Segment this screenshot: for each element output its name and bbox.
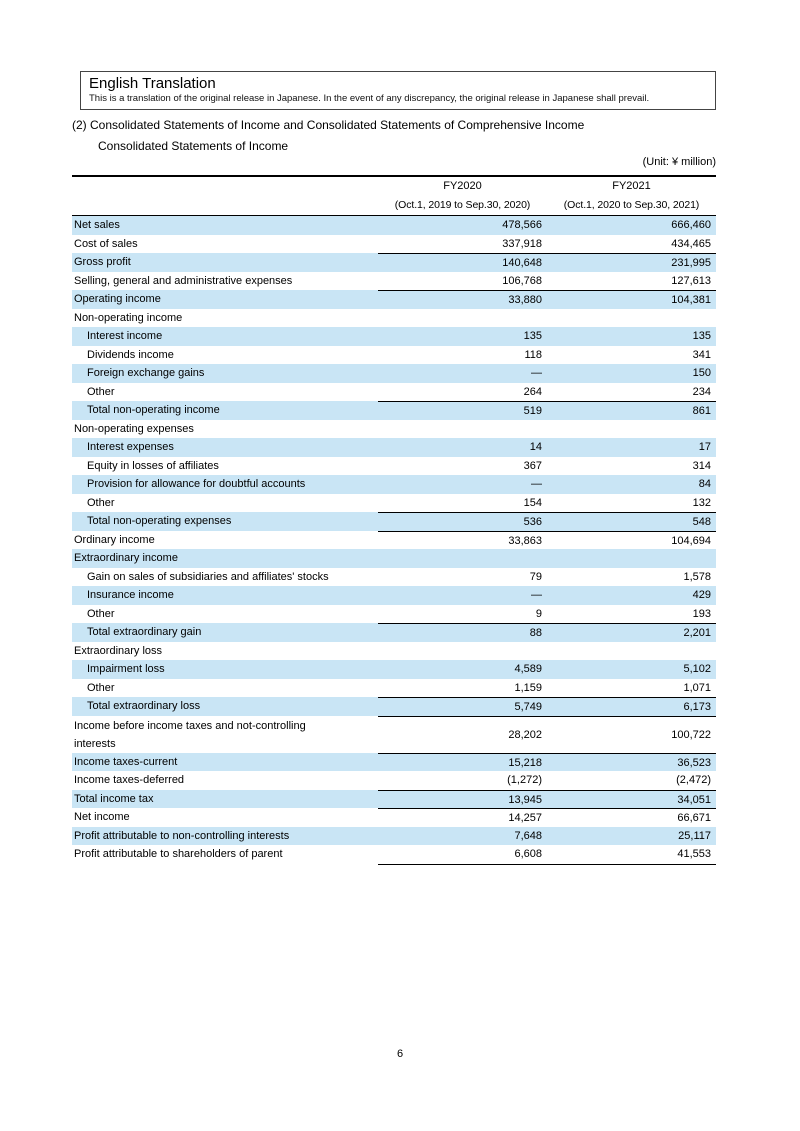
row-values — [378, 679, 716, 698]
fy2020-value: 478,566 — [502, 219, 542, 231]
fy2021-value — [547, 549, 716, 568]
row-label: Impairment loss — [87, 663, 165, 675]
income-statement-table — [72, 175, 716, 865]
row-label: Total non-operating income — [87, 404, 220, 416]
fy2020-value: — — [531, 367, 542, 379]
table-row — [72, 272, 716, 291]
fy2020-value: 367 — [523, 459, 542, 472]
translation-box-title: English Translation — [89, 75, 216, 92]
row-label: Other — [87, 385, 115, 398]
table-row — [72, 716, 716, 753]
fy2021-value: 34,051 — [677, 793, 711, 806]
row-values — [378, 401, 716, 420]
row-values — [378, 697, 716, 716]
fy2021-value: 548 — [692, 516, 711, 528]
statement-subheading: Consolidated Statements of Income — [98, 139, 289, 153]
table-bottom-rule — [378, 864, 716, 865]
row-label: Equity in losses of affiliates — [87, 459, 219, 472]
row-label: Insurance income — [87, 589, 174, 601]
fy2021-value: 314 — [692, 459, 711, 472]
row-label: Gross profit — [74, 256, 131, 268]
table-row — [72, 623, 716, 642]
fy2021-value: 2,201 — [683, 627, 711, 639]
fy2020-value — [378, 642, 547, 661]
header-label-spacer — [72, 177, 378, 196]
row-label: Total income tax — [74, 792, 154, 805]
fy2021-value: 104,381 — [671, 294, 711, 306]
row-label: Other — [87, 607, 115, 620]
column-header-fy2021: FY2021 — [612, 180, 651, 192]
row-values — [378, 623, 716, 642]
row-label: Income taxes-deferred — [74, 774, 185, 786]
row-values — [378, 845, 716, 864]
row-label: Cost of sales — [74, 237, 138, 250]
fy2020-value — [378, 549, 547, 568]
table-row — [72, 753, 716, 772]
table-row — [72, 216, 716, 235]
fy2021-value: 5,102 — [683, 663, 711, 675]
row-label: Interest expenses — [87, 441, 174, 453]
fy2020-value: 28,202 — [508, 728, 542, 741]
fy2020-value: 135 — [523, 330, 542, 342]
row-values — [378, 346, 716, 365]
fy2021-value: 104,694 — [671, 534, 711, 547]
fy2021-value: 1,071 — [683, 681, 711, 694]
fy2021-value: 100,722 — [671, 728, 711, 741]
table-row — [72, 512, 716, 531]
row-values — [378, 475, 716, 494]
row-label: Non-operating income — [74, 311, 183, 324]
row-label: Other — [87, 496, 115, 509]
table-row — [72, 660, 716, 679]
fy2021-value: 861 — [692, 405, 711, 417]
table-row — [72, 346, 716, 365]
fy2021-value: 66,671 — [677, 812, 711, 824]
row-values — [378, 364, 716, 383]
row-values — [378, 586, 716, 605]
fy2020-value: 519 — [523, 405, 542, 417]
fy2020-value: 536 — [523, 516, 542, 528]
fy2021-value: 127,613 — [671, 274, 711, 287]
fy2020-value: 1,159 — [514, 681, 542, 694]
row-values — [378, 327, 716, 346]
fy2020-value: 88 — [529, 627, 542, 639]
fy2021-value: 231,995 — [671, 257, 711, 269]
fy2021-value: 150 — [692, 367, 711, 379]
row-values — [378, 272, 716, 291]
table-row — [72, 401, 716, 420]
page-number: 6 — [396, 1048, 404, 1060]
fy2021-value: 25,117 — [678, 829, 711, 842]
table-row — [72, 605, 716, 624]
row-label: Extraordinary loss — [74, 644, 163, 657]
row-values — [378, 457, 716, 476]
row-values — [378, 420, 716, 439]
fy2020-value: 14,257 — [508, 812, 542, 824]
fy2021-value — [547, 309, 716, 328]
unit-note: (Unit: ¥ million) — [642, 156, 716, 168]
table-row — [72, 457, 716, 476]
row-values — [378, 253, 716, 272]
table-row — [72, 309, 716, 328]
row-values — [378, 290, 716, 309]
fy2021-value: 341 — [692, 348, 711, 361]
income-table-body — [72, 216, 716, 864]
fy2020-value: 14 — [529, 441, 542, 453]
fy2020-value: 7,648 — [514, 829, 542, 842]
row-label: Other — [87, 681, 115, 694]
row-label: Operating income — [74, 293, 161, 305]
row-label: Foreign exchange gains — [87, 367, 205, 379]
row-values — [378, 660, 716, 679]
table-row — [72, 364, 716, 383]
table-row — [72, 253, 716, 272]
table-row — [72, 549, 716, 568]
fy2020-value: — — [531, 589, 542, 601]
row-values — [378, 716, 716, 753]
fy2020-value — [378, 420, 547, 439]
row-label: Ordinary income — [74, 533, 155, 546]
table-row — [72, 586, 716, 605]
fy2021-value: 429 — [692, 589, 711, 601]
fy2020-value — [378, 309, 547, 328]
column-period-fy2020: (Oct.1, 2019 to Sep.30, 2020) — [394, 199, 531, 211]
fy2020-value: 106,768 — [502, 274, 542, 287]
row-values — [378, 827, 716, 846]
fy2021-value: 41,553 — [677, 848, 711, 860]
row-label: Non-operating expenses — [74, 422, 194, 435]
row-label: Income taxes-current — [74, 755, 178, 768]
fy2021-value: 6,173 — [683, 701, 711, 713]
fy2021-value: 193 — [692, 607, 711, 620]
table-row — [72, 642, 716, 661]
table-row — [72, 697, 716, 716]
table-row — [72, 771, 716, 790]
row-label: Income before income taxes and not-controlling interests — [74, 719, 306, 750]
row-label: Gain on sales of subsidiaries and affiliates' stocks — [87, 570, 329, 583]
row-label: Profit attributable to shareholders of parent — [74, 848, 283, 860]
row-values — [378, 512, 716, 531]
table-row — [72, 531, 716, 550]
table-row — [72, 475, 716, 494]
column-period-fy2021: (Oct.1, 2020 to Sep.30, 2021) — [563, 199, 700, 211]
fy2020-value: 5,749 — [514, 701, 542, 713]
table-row — [72, 790, 716, 809]
table-header — [72, 177, 716, 216]
table-row — [72, 679, 716, 698]
fy2020-value: 118 — [524, 348, 542, 361]
fy2021-value: 132 — [692, 496, 711, 509]
row-values — [378, 753, 716, 772]
row-label: Interest income — [87, 330, 163, 342]
table-row — [72, 420, 716, 439]
row-label: Selling, general and administrative expenses — [74, 274, 293, 287]
table-row — [72, 827, 716, 846]
fy2020-value: 33,863 — [508, 534, 542, 547]
fy2020-value: 140,648 — [502, 257, 542, 269]
section-heading: (2) Consolidated Statements of Income and Consolidated Statements of Comprehensive Income — [72, 118, 585, 132]
row-values — [378, 568, 716, 587]
row-values — [378, 771, 716, 790]
table-row — [72, 494, 716, 513]
fy2020-value: 6,608 — [514, 848, 542, 860]
table-row — [72, 290, 716, 309]
row-values — [378, 235, 716, 254]
table-row — [72, 327, 716, 346]
table-header-year-row — [72, 177, 716, 196]
table-row — [72, 235, 716, 254]
fy2021-value: 1,578 — [683, 570, 711, 583]
row-values — [378, 642, 716, 661]
row-label: Total extraordinary gain — [87, 626, 202, 638]
row-label: Extraordinary income — [74, 552, 178, 564]
fy2020-value: 15,218 — [508, 756, 542, 769]
row-values — [378, 309, 716, 328]
row-label: Dividends income — [87, 348, 174, 361]
table-row — [72, 845, 716, 864]
row-label: Net income — [74, 811, 130, 823]
fy2021-value: 234 — [692, 385, 711, 398]
fy2021-value — [547, 420, 716, 439]
fy2020-value: 13,945 — [508, 793, 542, 806]
fy2021-value — [547, 642, 716, 661]
fy2021-value: (2,472) — [676, 774, 711, 786]
row-values — [378, 605, 716, 624]
fy2020-value: 4,589 — [514, 663, 542, 675]
fy2020-value: — — [531, 478, 542, 490]
english-translation-box — [80, 71, 716, 110]
table-row — [72, 808, 716, 827]
row-label: Total non-operating expenses — [87, 515, 232, 527]
row-values — [378, 383, 716, 402]
table-row — [72, 568, 716, 587]
fy2021-value: 17 — [698, 441, 711, 453]
fy2020-value: 154 — [523, 496, 542, 509]
row-label: Profit attributable to non-controlling interests — [74, 829, 290, 842]
fy2020-value: 9 — [535, 607, 542, 620]
table-header-period-row — [72, 196, 716, 215]
row-values — [378, 216, 716, 235]
fy2021-value: 666,460 — [671, 219, 711, 231]
row-values — [378, 790, 716, 809]
row-values — [378, 808, 716, 827]
fy2020-value: 264 — [523, 385, 542, 398]
fy2020-value: 33,880 — [508, 294, 542, 306]
header-label-spacer — [72, 196, 378, 215]
fy2021-value: 36,523 — [677, 756, 711, 769]
fy2020-value: (1,272) — [507, 774, 542, 786]
translation-box-note: This is a translation of the original release in Japanese. In the event of any discrepancy, the original release in Japanese shall prevail. — [89, 93, 650, 104]
fy2021-value: 434,465 — [671, 237, 711, 250]
row-values — [378, 549, 716, 568]
table-row — [72, 438, 716, 457]
row-label: Total extraordinary loss — [87, 700, 201, 712]
fy2020-value: 79 — [529, 570, 542, 583]
row-label: Provision for allowance for doubtful accounts — [87, 478, 306, 490]
row-values — [378, 531, 716, 550]
table-row — [72, 383, 716, 402]
column-header-fy2020: FY2020 — [443, 180, 482, 192]
fy2020-value: 337,918 — [502, 237, 542, 250]
row-label: Net sales — [74, 219, 120, 231]
fy2021-value: 135 — [692, 330, 711, 342]
row-values — [378, 438, 716, 457]
fy2021-value: 84 — [698, 478, 711, 490]
row-values — [378, 494, 716, 513]
